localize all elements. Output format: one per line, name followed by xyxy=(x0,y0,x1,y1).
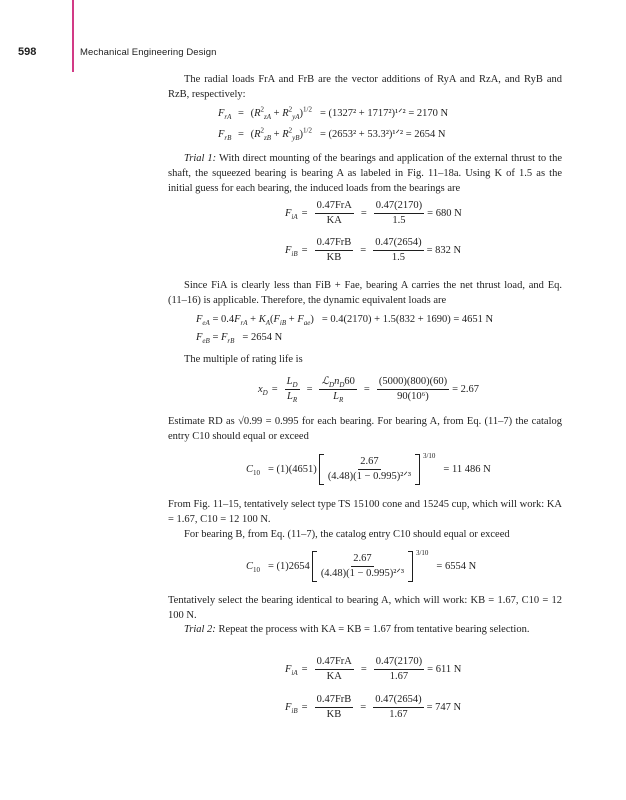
paragraph-select-bearing-b xyxy=(168,593,562,623)
paragraph-multiple-rating-life xyxy=(168,352,562,367)
paragraph-text: The multiple of rating life is xyxy=(184,354,303,365)
equation-xd: $x_D$ = $\frac{L_D}{L_R}$ = $\frac{ℒ_Dn_D60}{L_R}$ = $\frac{(5000)(800)(60)}{\text{90(10⁶)}}$ = 2.67 xyxy=(258,376,479,405)
paragraph-trial-2 xyxy=(168,622,562,637)
page-number: 598 xyxy=(18,46,37,58)
equation-lhs: $F_{rB} = (R^2_{zB} + R^2_{yB})^{1/2}$ xyxy=(218,126,312,142)
equation-fia-trial2: $F_{iA}$ = $\frac{\text{0.47FrA}}{KA}$ = $\frac{0.47(2170)}{1.67}$ = 611 N xyxy=(285,656,462,682)
paragraph-text: Repeat the process with KA = KB = 1.67 from tentative bearing selection. xyxy=(215,624,530,635)
equation-fib-trial1: $F_{iB}$ = $\frac{\text{0.47FrB}}{KB}$ = $\frac{0.47(2654)}{1.5}$ = 832 N xyxy=(285,237,462,263)
paragraph-select-bearing-a xyxy=(168,497,562,527)
equation-fea: $F_{eA} = 0.4F_{rA} + K_A(F_{iB} + F_{ae})$ = 0.4(2170) + 1.5(832 + 1690) = 4651 N xyxy=(196,314,494,328)
trial-label: Trial 1: xyxy=(184,153,217,164)
paragraph-text: From Fig. 11–15, tentatively select type TS 15100 cone and 15245 cup, which will work: KA = 1.67, C10 = 12 100 N. xyxy=(168,499,562,525)
equation-feb: $F_{eB} = F_{rB}$ = 2654 N xyxy=(196,332,283,346)
paragraph-trial-1 xyxy=(168,151,562,196)
paragraph-radial-loads xyxy=(168,72,562,102)
equation-frb xyxy=(218,128,445,140)
paragraph-net-thrust xyxy=(168,278,562,308)
equation-c10-bearing-b: $C_{10}$ = (1)2654 $\frac{2.67}{\text{(4.48)(1 − 0.995)²ᐟ³}}$ 3/10 = 6554 N xyxy=(246,549,477,579)
paragraph-text: Estimate RD as √0.99 = 0.995 for each bearing. For bearing A, from Eq. (11–7) the catalog entry C10 should equal or exceed xyxy=(168,416,562,442)
equation-lhs: $F_{rA} = (R^2_{zA} + R^2_{yA})^{1/2}$ xyxy=(218,105,312,121)
equation-fib-trial2: $F_{iB}$ = $\frac{\text{0.47FrB}}{KB}$ = $\frac{0.47(2654)}{1.67}$ = 747 N xyxy=(285,694,462,720)
equation-fra xyxy=(218,107,448,119)
equation-rhs: = (2653² + 53.3²)¹ᐟ² = 2654 N xyxy=(319,129,446,140)
equation-fia-trial1: $F_{iA}$ = $\frac{\text{0.47FrA}}{KA}$ = $\frac{0.47(2170)}{1.5}$ = 680 N xyxy=(285,200,462,226)
paragraph-text: Tentatively select the bearing identical to bearing A, which will work: KB = 1.67, C10 = 12 100 N. xyxy=(168,595,562,621)
margin-accent-rule xyxy=(72,0,74,72)
paragraph-text: For bearing B, from Eq. (11–7), the catalog entry C10 should equal or exceed xyxy=(184,529,510,540)
paragraph-bearing-b xyxy=(168,527,562,542)
equation-rhs: = (1327² + 1717²)¹ᐟ² = 2170 N xyxy=(319,108,449,119)
trial-label: Trial 2: xyxy=(184,624,216,635)
paragraph-text: With direct mounting of the bearings and application of the external thrust to the shaft, the squeezed bearing is bearing A as labeled in Fig. 11–18a. Using K of 1.5 as the initial guess for each bearing, the induced loads from the bearings are xyxy=(168,153,562,194)
paragraph-estimate-rd xyxy=(168,414,562,444)
paragraph-text: Since FiA is clearly less than FiB + Fae, bearing A carries the net thrust load, and Eq. (11–16) is applicable. Therefore, the dynamic equivalent loads are xyxy=(168,280,562,306)
paragraph-text: The radial loads FrA and FrB are the vector additions of RyA and RzA, and RyB and RzB, respectively: xyxy=(168,74,562,100)
equation-c10-bearing-a: $C_{10}$ = (1)(4651) $\frac{2.67}{\text{(4.48)(1 − 0.995)²ᐟ³}}$ 3/10 = 11 486 N xyxy=(246,452,491,482)
running-title: Mechanical Engineering Design xyxy=(80,46,217,58)
running-header xyxy=(18,44,217,60)
